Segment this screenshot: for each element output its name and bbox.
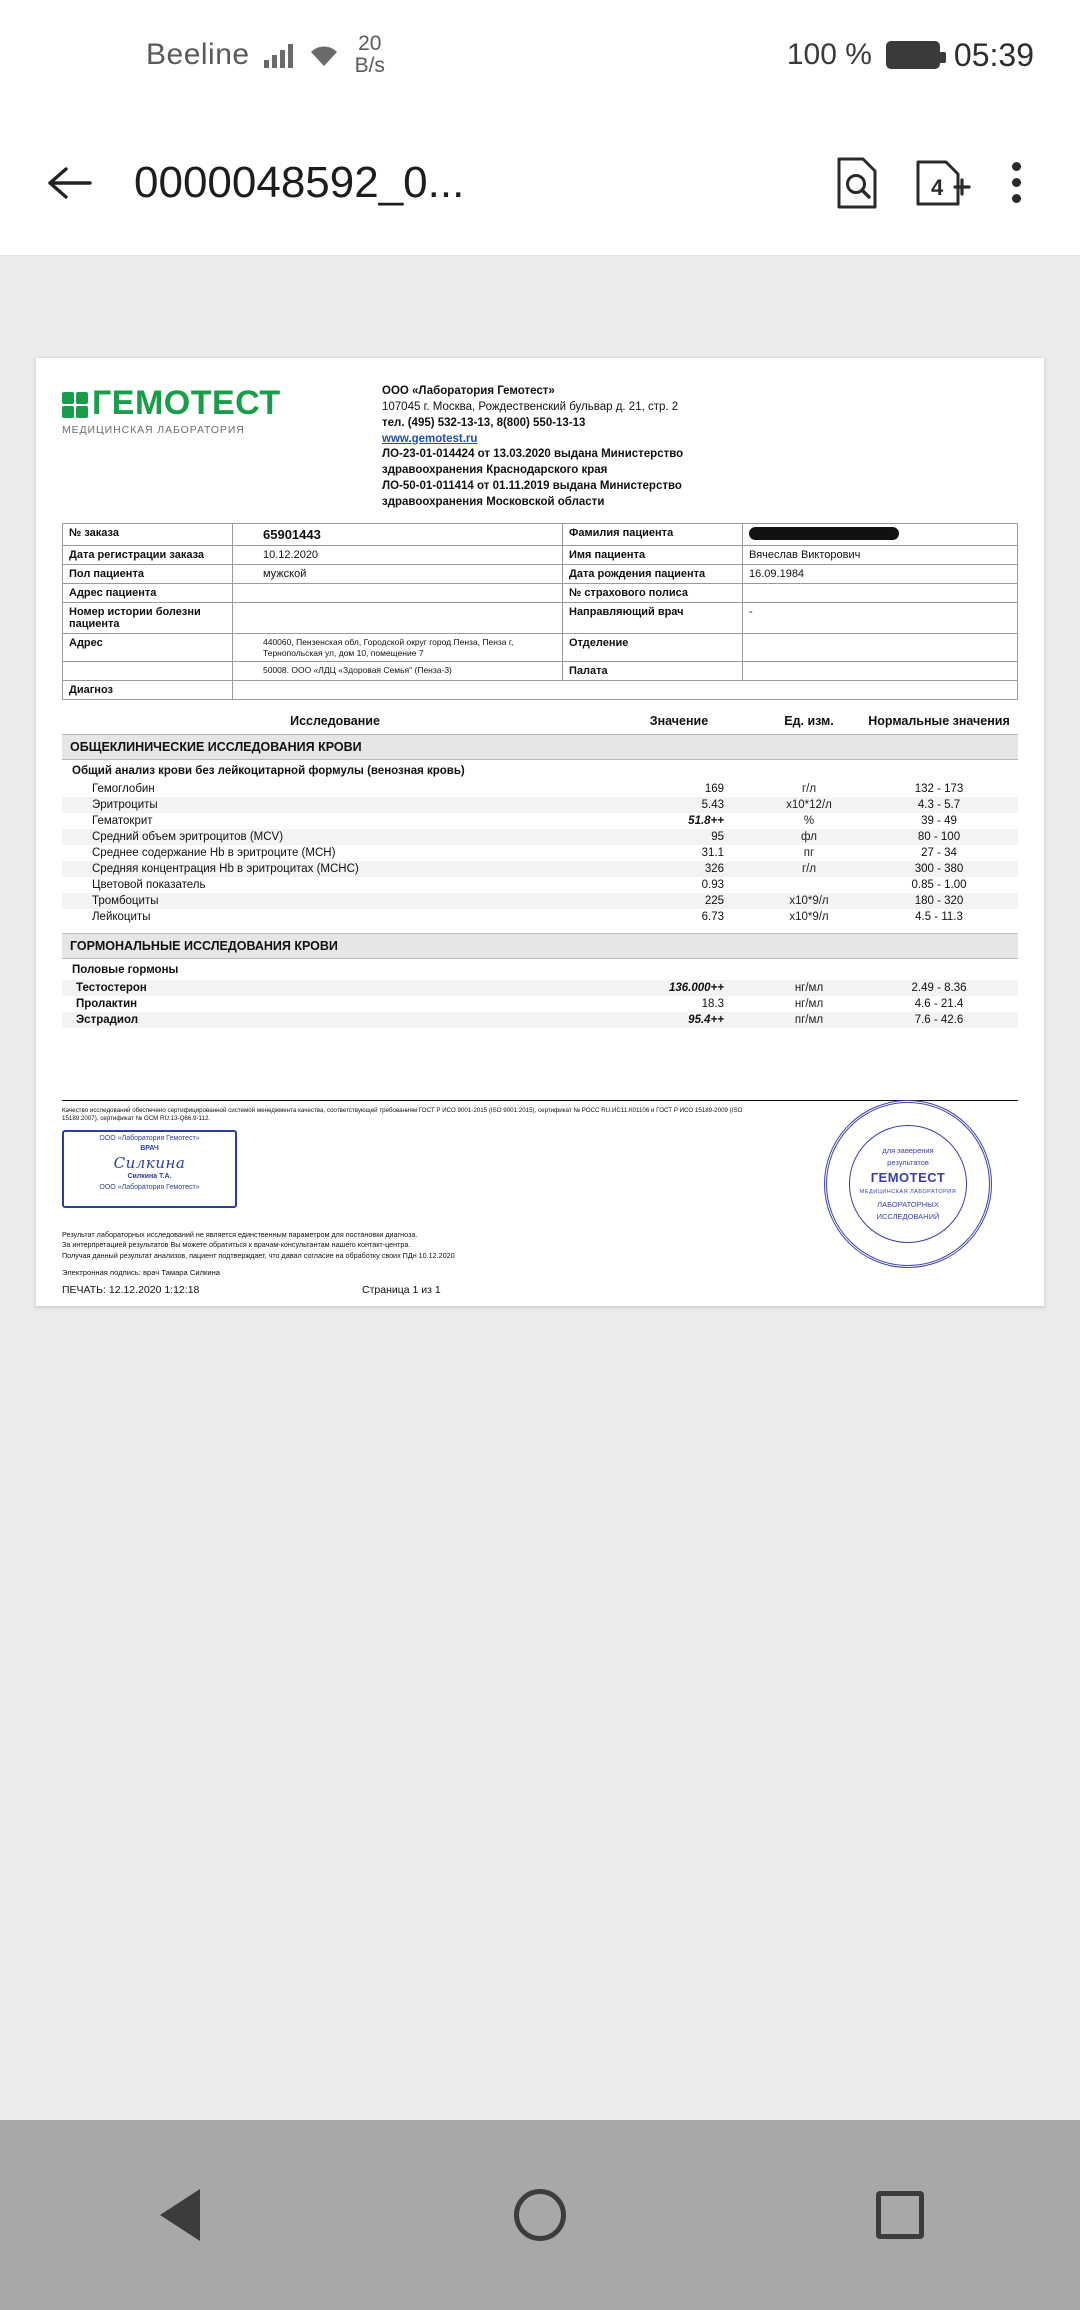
network-rate — [355, 33, 385, 77]
doctor-label: Направляющий врач — [563, 602, 743, 633]
department-label: Отделение — [563, 633, 743, 661]
address-value: 440060, Пензенская обл, Городской округ город Пенза, Пенза г, Тернопольская ул, дом 10, помещение 7 — [233, 633, 563, 661]
test-reference: 27 - 34 — [921, 846, 957, 859]
battery-icon — [886, 41, 940, 69]
round-stamp-line1: для заверения — [882, 1146, 934, 1156]
svg-text:4: 4 — [931, 174, 944, 200]
org-license2: ЛО-50-01-011414 от 01.11.2019 выдана Министерство — [382, 480, 682, 493]
page-title: 0000048592_0... — [134, 157, 465, 207]
stamp-role: ВРАЧ — [140, 1145, 159, 1153]
firstname-value: Вячеслав Викторович — [743, 545, 1018, 564]
birth-value: 16.09.1984 — [743, 564, 1018, 583]
test-value: 136.000++ — [668, 981, 724, 994]
test-reference: 132 - 173 — [914, 782, 964, 795]
test-units: % — [803, 814, 815, 827]
policy-value — [743, 583, 1018, 602]
test-value: 5.43 — [701, 798, 724, 811]
round-stamp-brand: ГЕМОТЕСТ — [870, 1169, 946, 1185]
sex-value: мужской — [233, 564, 563, 583]
table-row — [62, 980, 1018, 996]
test-units: г/л — [801, 782, 817, 795]
status-bar-right — [787, 37, 1034, 74]
pdf-to-4-icon[interactable] — [900, 143, 986, 223]
test-reference: 2.49 - 8.36 — [911, 981, 967, 994]
wifi-icon — [307, 42, 341, 68]
round-stamp-line2: результатов — [887, 1158, 929, 1168]
footer-divider — [62, 1100, 1018, 1101]
stamp-line1: ООО «Лаборатория Гемотест» — [99, 1134, 200, 1142]
stamp-line4: ООО «Лаборатория Гемотест» — [99, 1183, 200, 1191]
org-line2: 107045 г. Москва, Рождественский бульвар д. 21, стр. 2 — [382, 400, 679, 413]
test-units: пг — [803, 846, 815, 859]
test-reference: 4.5 - 11.3 — [915, 910, 963, 923]
carrier-label: Beeline — [146, 38, 250, 71]
test-name: Эстрадиол — [76, 1013, 139, 1026]
patient-address-label: Адрес пациента — [63, 583, 233, 602]
section-subtitle: Половые гормоны — [72, 963, 179, 976]
round-stamp-inner — [849, 1125, 967, 1243]
table-row — [62, 829, 1018, 845]
section-title: ОБЩЕКЛИНИЧЕСКИЕ ИССЛЕДОВАНИЯ КРОВИ — [62, 734, 1018, 760]
section-title: ГОРМОНАЛЬНЫЕ ИССЛЕДОВАНИЯ КРОВИ — [62, 933, 1018, 959]
lab-logo-text — [62, 386, 362, 420]
test-value: 31.1 — [701, 846, 724, 859]
test-units: г/л — [801, 862, 817, 875]
table-row — [62, 781, 1018, 797]
footer-page-number: Страница 1 из 1 — [362, 1284, 441, 1296]
test-value: 18.3 — [701, 997, 724, 1010]
table-row — [63, 633, 1018, 661]
test-reference: 80 - 100 — [917, 830, 961, 843]
table-row — [63, 523, 1018, 545]
footer-signature-area — [62, 1130, 1018, 1226]
org-license1: ЛО-23-01-014424 от 13.03.2020 выдана Министерство — [382, 448, 684, 461]
col-reference: Нормальные значения — [868, 714, 1010, 729]
test-units: нг/мл — [794, 981, 824, 994]
patient-table — [62, 523, 1018, 700]
test-reference: 300 - 380 — [914, 862, 964, 875]
battery-percent: 100 % — [786, 38, 872, 71]
test-value: 0.93 — [701, 878, 724, 891]
department-value — [743, 633, 1018, 661]
footer-note-1: Результат лабораторных исследований не является единственным параметром для постановки диагноза. — [62, 1229, 418, 1239]
test-name: Гематокрит — [92, 814, 153, 827]
patient-address-value — [233, 583, 563, 602]
table-row — [62, 996, 1018, 1012]
section-subtitle: Общий анализ крови без лейкоцитарной формулы (венозная кровь) — [72, 764, 465, 777]
table-row — [62, 893, 1018, 909]
app-bar — [0, 110, 1080, 256]
address2-value: 50008. ООО «ЛДЦ «Здоровая Семья" (Пенза-3) — [233, 662, 563, 681]
surname-label: Фамилия пациента — [563, 523, 743, 545]
clock-label: 05:39 — [953, 36, 1034, 73]
test-name: Эритроциты — [92, 798, 158, 811]
address-label: Адрес — [63, 633, 233, 661]
doctor-value: - — [743, 602, 1018, 633]
table-row — [62, 1012, 1018, 1028]
test-value: 95 — [711, 830, 724, 843]
order-value: 65901443 — [233, 523, 563, 545]
test-units: x10*12/л — [786, 798, 832, 811]
table-row — [62, 877, 1018, 893]
table-row — [62, 909, 1018, 925]
col-test: Исследование — [290, 714, 380, 729]
test-name: Среднее содержание Hb в эритроците (MCH) — [92, 846, 336, 859]
test-reference: 180 - 320 — [914, 894, 964, 907]
history-label: Номер истории болезни пациента — [63, 602, 233, 633]
round-stamp-brand-sub: МЕДИЦИНСКАЯ ЛАБОРАТОРИЯ — [859, 1188, 957, 1195]
test-name: Лейкоциты — [92, 910, 151, 923]
org-info — [382, 380, 683, 511]
stamp-signature: Силкина — [113, 1154, 186, 1173]
table-row — [63, 662, 1018, 681]
round-stamp-line4: ИССЛЕДОВАНИЙ — [876, 1211, 940, 1221]
lab-logo — [62, 380, 362, 511]
footer-note-3: Получая данный результат анализов, пациент подтверждает, что давал согласие на обработку своих ПДн 10.12.2020 — [62, 1250, 455, 1260]
stamp-doctor-name: Силкина Т.А. — [127, 1172, 172, 1180]
status-bar-left — [46, 33, 787, 77]
round-stamp-line3: ЛАБОРАТОРНЫХ — [877, 1199, 939, 1209]
test-name: Тромбоциты — [92, 894, 159, 907]
table-row — [63, 545, 1018, 564]
doctor-stamp — [62, 1130, 237, 1208]
document-viewer[interactable] — [0, 256, 1080, 2120]
history-value — [233, 602, 563, 633]
org-line1: ООО «Лаборатория Гемотест» — [382, 385, 555, 397]
system-nav-bar — [0, 2120, 1080, 2310]
test-reference: 4.3 - 5.7 — [917, 798, 961, 811]
test-units: пг/мл — [794, 1013, 824, 1026]
nav-back-triangle-icon[interactable] — [120, 2155, 240, 2275]
test-value: 225 — [704, 894, 724, 907]
org-license1b: здравоохранения Краснодарского края — [382, 464, 608, 477]
test-units: x10*9/л — [789, 910, 829, 923]
test-units: нг/мл — [794, 997, 824, 1010]
org-website-link[interactable]: www.gemotest.ru — [382, 432, 478, 445]
ward-label: Палата — [563, 662, 743, 681]
policy-label: № страхового полиса — [563, 583, 743, 602]
test-name: Пролактин — [76, 997, 138, 1010]
test-name: Тестостерон — [76, 981, 147, 994]
regdate-label: Дата регистрации заказа — [63, 545, 233, 564]
redaction-bar — [749, 527, 899, 540]
overflow-menu-icon[interactable] — [986, 143, 1046, 223]
test-units: x10*9/л — [789, 894, 829, 907]
nav-recents-square-icon[interactable] — [840, 2155, 960, 2275]
birth-label: Дата рождения пациента — [563, 564, 743, 583]
order-label: № заказа — [63, 523, 233, 545]
org-license2b: здравоохранения Московской области — [382, 496, 605, 509]
signal-bars-icon — [264, 42, 293, 68]
diagnosis-value — [233, 681, 1018, 700]
org-line3: тел. (495) 532-13-13, 8(800) 550-13-13 — [382, 416, 586, 429]
document-footer — [62, 1100, 1018, 1296]
test-reference: 7.6 - 42.6 — [914, 1013, 964, 1026]
test-name: Цветовой показатель — [92, 878, 206, 891]
results-column-headers — [62, 714, 1018, 733]
nav-home-circle-icon[interactable] — [480, 2155, 600, 2275]
col-value: Значение — [649, 714, 709, 729]
test-value: 169 — [704, 782, 724, 795]
table-row — [62, 813, 1018, 829]
footer-note-2: За интерпретацией результатов Вы можете обратиться к врачам-консультантам нашего контакт-центра. — [62, 1240, 411, 1250]
network-rate-value: 20 — [358, 32, 382, 55]
footer-print-row — [62, 1284, 1018, 1296]
lab-name: ГЕМОТЕСТ — [92, 384, 281, 422]
footer-legal-text: Качество исследований обеспечено сертифицированной системой менеджмента качества, соответствующей требованиям ГОСТ Р ИСО 9001-2015 (ISO 9001:2015), сертификат № РОСС RU.ИС11.К01106 и ГОСТ Р ИСО 15189-2009 (ISO 15189:2007), сертификат № ОСМ RU.13-Q66.9-112. — [62, 1106, 743, 1123]
lab-round-stamp — [824, 1100, 992, 1268]
test-reference: 39 - 49 — [921, 814, 957, 827]
col-units: Ед. изм. — [784, 714, 834, 729]
document-header — [62, 380, 1018, 511]
test-value: 51.8++ — [688, 814, 724, 827]
table-row — [62, 797, 1018, 813]
test-reference: 4.6 - 21.4 — [914, 997, 964, 1010]
sex-label: Пол пациента — [63, 564, 233, 583]
test-name: Гемоглобин — [92, 782, 155, 795]
surname-value — [743, 523, 1018, 545]
back-arrow-icon[interactable] — [34, 147, 106, 219]
network-rate-unit: B/s — [354, 54, 385, 77]
table-row — [63, 564, 1018, 583]
footer-esign: Электронная подпись: врач Тамара Силкина — [62, 1268, 220, 1277]
regdate-value: 10.12.2020 — [233, 545, 563, 564]
footer-print-date: ПЕЧАТЬ: 12.12.2020 1:12:18 — [62, 1284, 200, 1296]
document-page — [36, 358, 1044, 1306]
test-name: Средний объем эритроцитов (MCV) — [92, 830, 284, 843]
table-row — [63, 583, 1018, 602]
document-search-icon[interactable] — [814, 143, 900, 223]
test-value: 6.73 — [701, 910, 724, 923]
cross-logo-icon — [62, 390, 88, 416]
table-row — [63, 681, 1018, 700]
status-bar — [0, 0, 1080, 110]
ward-value — [743, 662, 1018, 681]
test-name: Средняя концентрация Hb в эритроцитах (MCHC) — [92, 862, 359, 875]
table-row — [63, 602, 1018, 633]
lab-logo-subtitle: МЕДИЦИНСКАЯ ЛАБОРАТОРИЯ — [62, 424, 245, 436]
test-value: 326 — [704, 862, 724, 875]
firstname-label: Имя пациента — [563, 545, 743, 564]
test-reference: 0.85 - 1.00 — [911, 878, 967, 891]
test-value: 95.4++ — [688, 1013, 724, 1026]
table-row — [62, 845, 1018, 861]
diagnosis-label: Диагноз — [63, 681, 233, 700]
table-row — [62, 861, 1018, 877]
test-units: фл — [801, 830, 817, 843]
